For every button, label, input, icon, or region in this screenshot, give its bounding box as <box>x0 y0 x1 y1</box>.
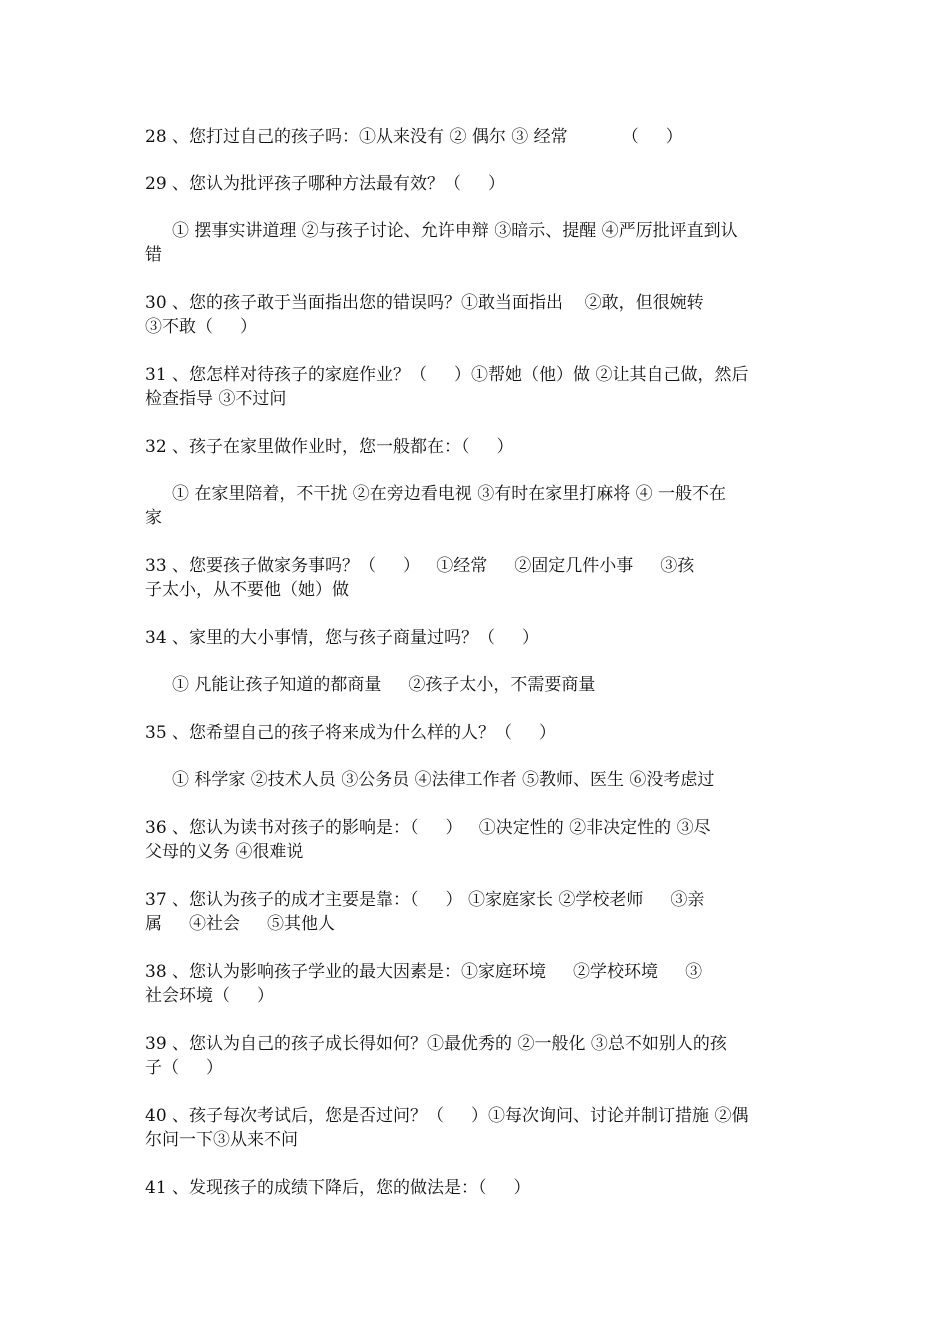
question-36-cont: 父母的义务 ④很难说 <box>145 842 304 862</box>
question-29: 29 、您认为批评孩子哪种方法最有效？（ ） <box>145 174 506 194</box>
question-40-cont: 尔问一下③从来不问 <box>145 1130 298 1150</box>
question-32: 32 、孩子在家里做作业时，您一般都在：（ ） <box>145 437 514 457</box>
question-37-cont: 属 ④社会 ⑤其他人 <box>145 914 336 934</box>
question-38-cont: 社会环境（ ） <box>145 986 275 1006</box>
question-37: 37 、您认为孩子的成才主要是靠：（ ） ①家庭家长 ②学校老师 ③亲 <box>145 890 705 910</box>
question-33: 33 、您要孩子做家务事吗？（ ） ①经常 ②固定几件小事 ③孩 <box>145 556 695 576</box>
question-31: 31 、您怎样对待孩子的家庭作业？（ ）①帮她（他）做 ②让其自己做，然后 <box>145 365 749 385</box>
question-38: 38 、您认为影响孩子学业的最大因素是：①家庭环境 ②学校环境 ③ <box>145 962 703 982</box>
question-34-options: ① 凡能让孩子知道的都商量 ②孩子太小，不需要商量 <box>172 675 596 695</box>
question-28: 28 、您打过自己的孩子吗：①从来没有 ② 偶尔 ③ 经常 （ ） <box>145 127 683 147</box>
question-30-cont: ③不敢（ ） <box>145 317 258 337</box>
question-39-cont: 子（ ） <box>145 1058 224 1078</box>
question-32-options-cont: 家 <box>145 508 162 528</box>
question-35-options: ① 科学家 ②技术人员 ③公务员 ④法律工作者 ⑤教师、医生 ⑥没考虑过 <box>172 770 715 790</box>
question-41: 41 、发现孩子的成绩下降后，您的做法是：（ ） <box>145 1178 531 1198</box>
question-36: 36 、您认为读书对孩子的影响是：（ ） ①决定性的 ②非决定性的 ③尽 <box>145 818 711 838</box>
question-29-options: ① 摆事实讲道理 ②与孩子讨论、允许申辩 ③暗示、提醒 ④严厉批评直到认 <box>172 221 738 241</box>
question-31-cont: 检查指导 ③不过问 <box>145 389 287 409</box>
question-40: 40 、孩子每次考试后，您是否过问？（ ）①每次询问、讨论并制订措施 ②偶 <box>145 1106 749 1126</box>
question-39: 39 、您认为自己的孩子成长得如何？①最优秀的 ②一般化 ③总不如别人的孩 <box>145 1034 727 1054</box>
question-29-options-cont: 错 <box>145 245 162 265</box>
question-32-options: ① 在家里陪着，不干扰 ②在旁边看电视 ③有时在家里打麻将 ④ 一般不在 <box>172 484 727 504</box>
question-30: 30 、您的孩子敢于当面指出您的错误吗？①敢当面指出 ②敢，但很婉转 <box>145 293 704 313</box>
question-34: 34 、家里的大小事情，您与孩子商量过吗？（ ） <box>145 628 540 648</box>
question-33-cont: 子太小，从不要他（她）做 <box>145 580 349 600</box>
question-35: 35 、您希望自己的孩子将来成为什么样的人？（ ） <box>145 723 557 743</box>
